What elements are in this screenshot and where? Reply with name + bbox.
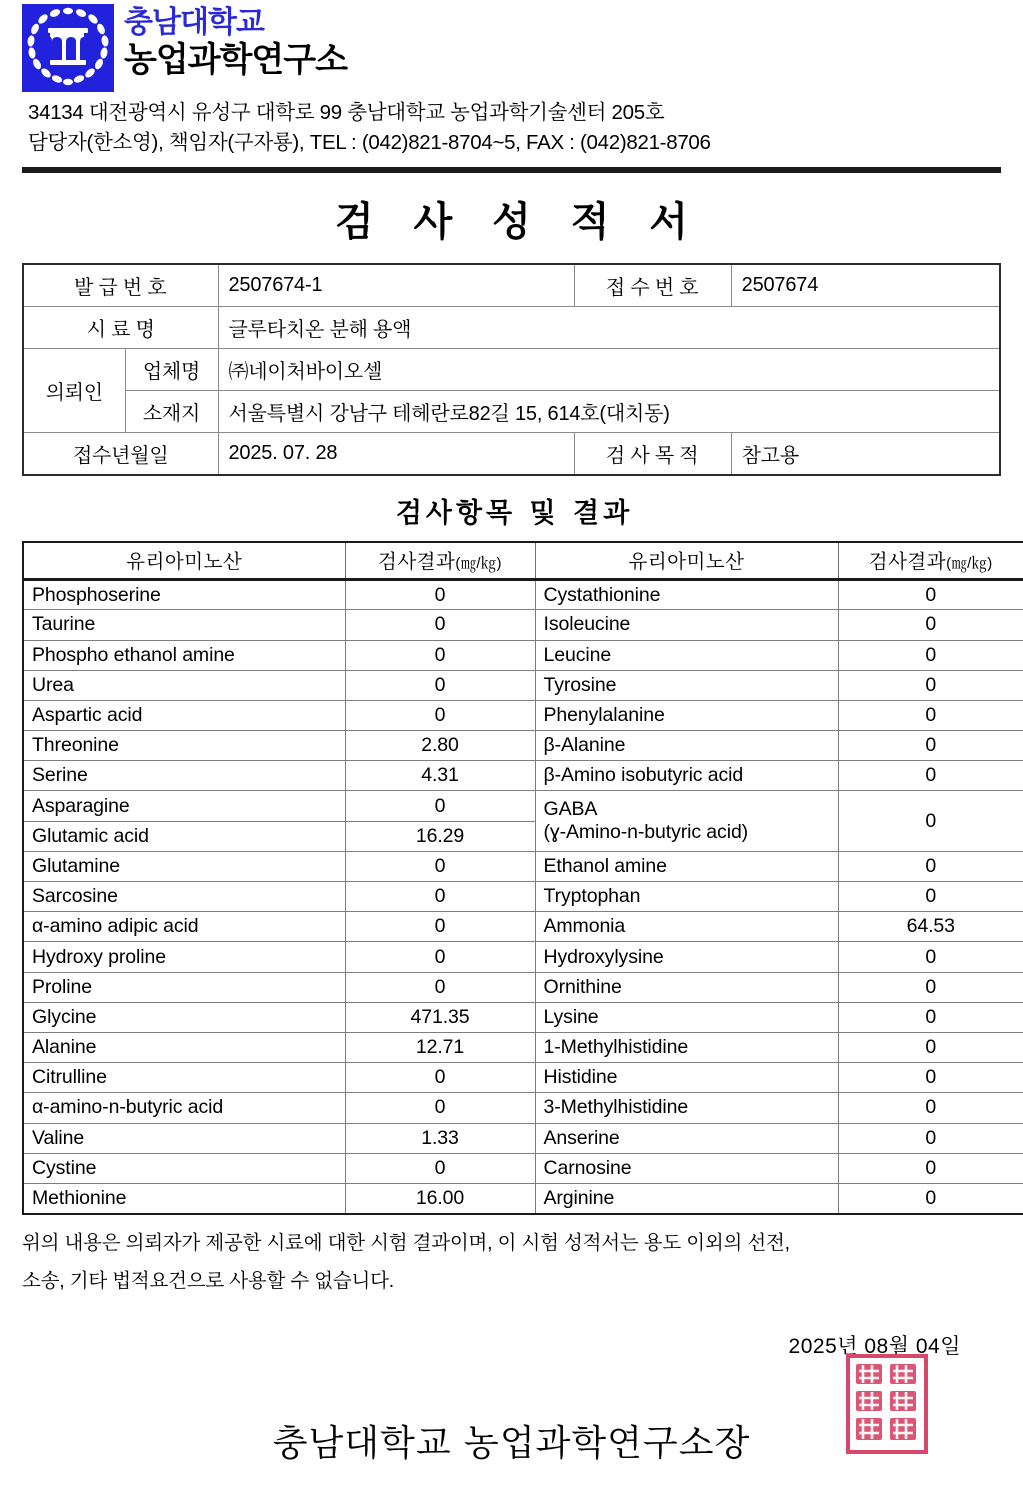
table-row	[23, 580, 1023, 610]
amino-acid-value: 64.53	[838, 912, 1023, 942]
location-label: 소재지	[125, 390, 218, 432]
col-header-name-left: 유리아미노산	[23, 542, 345, 580]
amino-acid-name: Ethanol amine	[535, 851, 838, 881]
org-name-university: 충남대학교	[124, 5, 264, 40]
amino-acid-value: 0	[838, 1063, 1023, 1093]
report-info-table	[22, 263, 1001, 476]
amino-acid-name: Leucine	[535, 640, 838, 670]
amino-acid-value: 0	[838, 580, 1023, 610]
amino-acid-value: 0	[838, 882, 1023, 912]
amino-acid-name: Aspartic acid	[23, 700, 345, 730]
amino-acid-value: 16.29	[345, 821, 535, 851]
results-body	[23, 580, 1023, 1214]
signature-text: 충남대학교 농업과학연구소장	[272, 1422, 751, 1464]
table-row	[23, 972, 1023, 1002]
amino-acid-name: Valine	[23, 1123, 345, 1153]
table-row	[23, 791, 1023, 821]
amino-acid-name: Anserine	[535, 1123, 838, 1153]
amino-acid-value: 0	[838, 1093, 1023, 1123]
signature-line	[22, 1415, 1001, 1466]
amino-acid-value: 0	[345, 1153, 535, 1183]
amino-acid-value: 0	[345, 912, 535, 942]
amino-acid-name: Ornithine	[535, 972, 838, 1002]
table-row	[23, 1002, 1023, 1032]
table-row	[23, 1032, 1023, 1062]
receipt-no-value: 2507674	[731, 264, 1000, 307]
amino-acid-value: 1.33	[345, 1123, 535, 1153]
table-row	[23, 1153, 1023, 1183]
amino-acid-name: Alanine	[23, 1032, 345, 1062]
amino-acid-value: 0	[345, 851, 535, 881]
location-value: 서울특별시 강남구 테헤란로82길 15, 614호(대치동)	[218, 390, 1000, 432]
amino-acid-name: α-amino adipic acid	[23, 912, 345, 942]
cnu-laurel-emblem-icon	[22, 4, 114, 92]
address-line: 34134 대전광역시 유성구 대학로 99 충남대학교 농업과학기술센터 205호	[28, 101, 665, 124]
amino-acid-name: Cystathionine	[535, 580, 838, 610]
table-row	[23, 640, 1023, 670]
official-red-seal-icon	[845, 1353, 929, 1455]
disclaimer-note	[22, 1215, 1001, 1300]
table-row	[23, 1093, 1023, 1123]
table-row	[23, 942, 1023, 972]
amino-acid-value: 471.35	[345, 1002, 535, 1032]
amino-acid-value: 0	[345, 942, 535, 972]
amino-acid-value: 0	[345, 882, 535, 912]
amino-acid-value: 16.00	[345, 1183, 535, 1213]
table-row	[23, 1183, 1023, 1213]
amino-acid-name: Arginine	[535, 1183, 838, 1213]
table-row	[23, 1063, 1023, 1093]
amino-acid-name: Hydroxylysine	[535, 942, 838, 972]
amino-acid-value: 0	[838, 670, 1023, 700]
amino-acid-name: Hydroxy proline	[23, 942, 345, 972]
receipt-date-value: 2025. 07. 28	[218, 432, 574, 475]
receipt-date-label: 접수년월일	[23, 432, 218, 475]
purpose-label: 검 사 목 적	[574, 432, 731, 475]
letterhead	[22, 0, 1001, 92]
amino-acid-name: Histidine	[535, 1063, 838, 1093]
amino-acid-name: Cystine	[23, 1153, 345, 1183]
amino-acid-value: 0	[345, 700, 535, 730]
amino-acid-value: 0	[838, 731, 1023, 761]
purpose-value: 참고용	[731, 432, 1000, 475]
amino-acid-name: Tyrosine	[535, 670, 838, 700]
table-row	[23, 1123, 1023, 1153]
amino-acid-name: Carnosine	[535, 1153, 838, 1183]
issue-date: 2025년 08월 04일	[788, 1334, 961, 1358]
col-header-value-left: 검사결과(㎎/㎏)	[345, 542, 535, 580]
amino-acid-value: 0	[345, 1093, 535, 1123]
amino-acid-value: 0	[838, 1032, 1023, 1062]
amino-acid-name: Sarcosine	[23, 882, 345, 912]
amino-acid-name: Methionine	[23, 1183, 345, 1213]
issue-no-value: 2507674-1	[218, 264, 574, 307]
company-value: ㈜네이처바이오셀	[218, 348, 1000, 390]
amino-acid-value: 0	[345, 610, 535, 640]
amino-acid-name: Ammonia	[535, 912, 838, 942]
amino-acid-results-table	[22, 541, 1023, 1215]
amino-acid-value: 0	[838, 761, 1023, 791]
amino-acid-name: Phospho ethanol amine	[23, 640, 345, 670]
amino-acid-name: Serine	[23, 761, 345, 791]
amino-acid-value: 0	[838, 700, 1023, 730]
org-wordmark	[124, 4, 347, 80]
col-header-name-right: 유리아미노산	[535, 542, 838, 580]
page-title: 검 사 성 적 서	[335, 198, 701, 245]
amino-acid-name: 3-Methylhistidine	[535, 1093, 838, 1123]
amino-acid-value: 12.71	[345, 1032, 535, 1062]
receipt-no-label: 접 수 번 호	[574, 264, 731, 307]
amino-acid-name: Urea	[23, 670, 345, 700]
client-label: 의뢰인	[23, 348, 125, 432]
table-row	[23, 306, 1000, 348]
results-section-title: 검사항목 및 결과	[395, 497, 634, 529]
amino-acid-name: Citrulline	[23, 1063, 345, 1093]
contact-line: 담당자(한소영), 책임자(구자룡), TEL : (042)821-8704~5, FAX : (042)821-8706	[28, 131, 711, 155]
amino-acid-value: 0	[345, 670, 535, 700]
amino-acid-name: Lysine	[535, 1002, 838, 1032]
table-row	[23, 610, 1023, 640]
sample-name-value: 글루타치온 분해 용액	[218, 306, 1000, 348]
amino-acid-value: 0	[838, 610, 1023, 640]
col-header-value-right: 검사결과(㎎/㎏)	[838, 542, 1023, 580]
amino-acid-name: α-amino-n-butyric acid	[23, 1093, 345, 1123]
amino-acid-name: Isoleucine	[535, 610, 838, 640]
amino-acid-value: 0	[838, 1002, 1023, 1032]
disclaimer-line-1: 위의 내용은 의뢰자가 제공한 시료에 대한 시험 결과이며, 이 시험 성적서는 용도 이외의 선전,	[22, 1231, 790, 1254]
amino-acid-value: 0	[838, 942, 1023, 972]
amino-acid-value: 0	[345, 791, 535, 821]
amino-acid-name: Phosphoserine	[23, 580, 345, 610]
company-label: 업체명	[125, 348, 218, 390]
table-row	[23, 912, 1023, 942]
table-row	[23, 882, 1023, 912]
table-row	[23, 731, 1023, 761]
amino-acid-name: Proline	[23, 972, 345, 1002]
amino-acid-value: 0	[838, 791, 1023, 851]
sample-name-label: 시 료 명	[23, 306, 218, 348]
amino-acid-value: 0	[345, 1063, 535, 1093]
amino-acid-name: GABA (ɣ-Amino-n-butyric acid)	[535, 791, 838, 851]
amino-acid-name: Glutamine	[23, 851, 345, 881]
table-row	[23, 390, 1000, 432]
amino-acid-name: Phenylalanine	[535, 700, 838, 730]
contact-block	[22, 98, 1001, 159]
amino-acid-name: Taurine	[23, 610, 345, 640]
amino-acid-value: 0	[838, 1183, 1023, 1213]
table-row	[23, 700, 1023, 730]
table-row	[23, 348, 1000, 390]
amino-acid-value: 0	[345, 640, 535, 670]
amino-acid-value: 0	[345, 972, 535, 1002]
amino-acid-name: Glycine	[23, 1002, 345, 1032]
amino-acid-name: Tryptophan	[535, 882, 838, 912]
table-row	[23, 851, 1023, 881]
table-row	[23, 264, 1000, 307]
table-row	[23, 670, 1023, 700]
amino-acid-value: 0	[838, 640, 1023, 670]
amino-acid-value: 0	[838, 972, 1023, 1002]
amino-acid-name: β-Alanine	[535, 731, 838, 761]
amino-acid-name: β-Amino isobutyric acid	[535, 761, 838, 791]
amino-acid-name: Asparagine	[23, 791, 345, 821]
amino-acid-value: 2.80	[345, 731, 535, 761]
amino-acid-value: 0	[838, 1153, 1023, 1183]
amino-acid-name: Glutamic acid	[23, 821, 345, 851]
issue-no-label: 발 급 번 호	[23, 264, 218, 307]
table-row	[23, 432, 1000, 475]
table-header-row	[23, 542, 1023, 580]
amino-acid-name: 1-Methylhistidine	[535, 1032, 838, 1062]
amino-acid-value: 4.31	[345, 761, 535, 791]
org-name-institute: 농업과학연구소	[124, 39, 347, 80]
table-row	[23, 761, 1023, 791]
amino-acid-value: 0	[838, 1123, 1023, 1153]
amino-acid-name: Threonine	[23, 731, 345, 761]
disclaimer-line-2: 소송, 기타 법적요건으로 사용할 수 없습니다.	[22, 1269, 394, 1292]
amino-acid-value: 0	[838, 851, 1023, 881]
amino-acid-value: 0	[345, 580, 535, 610]
